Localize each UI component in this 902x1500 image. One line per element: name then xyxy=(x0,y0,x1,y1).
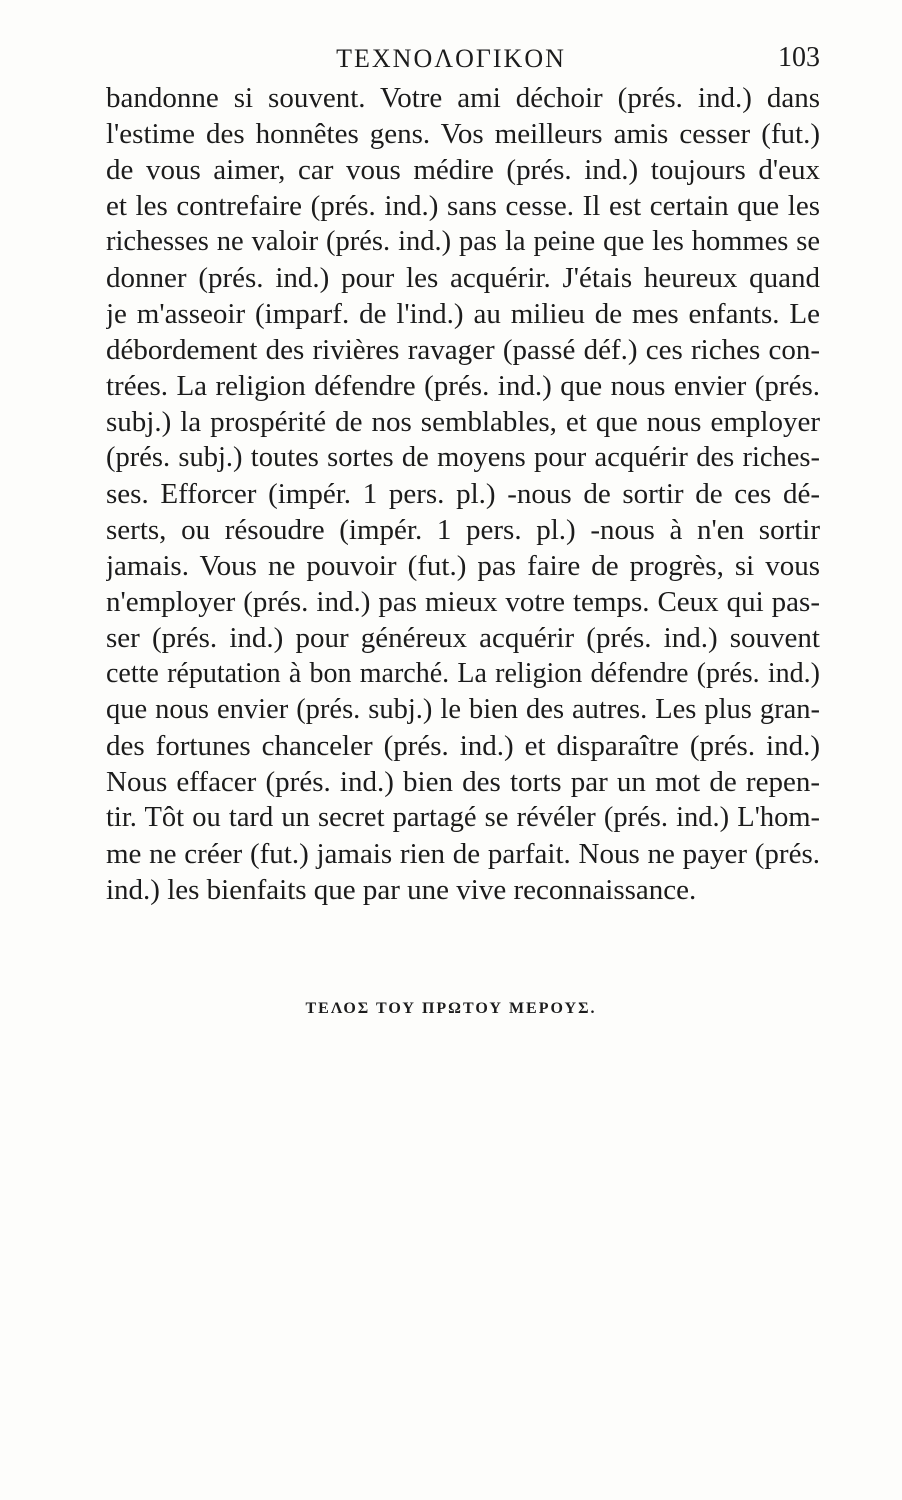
text-line: je m'asseoir (imparf. de l'ind.) au milieu de mes enfants. Le xyxy=(106,298,820,330)
text-line-last: ind.) les bienfaits que par une vive reconnaissance. xyxy=(106,874,697,906)
text-line: de vous aimer, car vous médire (prés. ind.) toujours d'eux xyxy=(106,154,820,186)
text-line: des fortunes chanceler (prés. ind.) et disparaître (prés. ind.) xyxy=(106,730,820,762)
text-line: tir. Tôt ou tard un secret partagé se révéler (prés. ind.) L'hom- xyxy=(106,802,820,833)
text-line: débordement des rivières ravager (passé déf.) ces riches con- xyxy=(106,334,820,366)
page-number: 103 xyxy=(778,42,820,73)
text-line: donner (prés. ind.) pour les acquérir. J'étais heureux quand xyxy=(106,262,820,294)
text-line: jamais. Vous ne pouvoir (fut.) pas faire de progrès, si vous xyxy=(106,550,820,582)
header-title: TEXNOΛOΓIKON xyxy=(336,44,566,73)
text-line: cette réputation à bon marché. La religion défendre (prés. ind.) xyxy=(106,658,820,689)
text-line: (prés. subj.) toutes sortes de moyens pour acquérir des riches- xyxy=(106,442,820,473)
text-line: Nous effacer (prés. ind.) bien des torts par un mot de repen- xyxy=(106,766,820,798)
text-line: ses. Efforcer (impér. 1 pers. pl.) -nous de sortir de ces dé- xyxy=(106,478,820,510)
text-line: et les contrefaire (prés. ind.) sans cesse. Il est certain que les xyxy=(106,190,820,222)
text-line: trées. La religion défendre (prés. ind.) que nous envier (prés. xyxy=(106,370,820,402)
text-line: richesses ne valoir (prés. ind.) pas la peine que les hommes se xyxy=(106,226,820,257)
text-line: bandonne si souvent. Votre ami déchoir (prés. ind.) dans xyxy=(106,82,820,114)
text-line: l'estime des honnêtes gens. Vos meilleurs amis cesser (fut.) xyxy=(106,118,820,150)
text-line: me ne créer (fut.) jamais rien de parfait. Nous ne payer (prés. xyxy=(106,838,820,870)
text-line: n'employer (prés. ind.) pas mieux votre temps. Ceux qui pas- xyxy=(106,586,820,618)
text-line: que nous envier (prés. subj.) le bien des autres. Les plus gran- xyxy=(106,694,820,725)
text-line: ser (prés. ind.) pour généreux acquérir (prés. ind.) souvent xyxy=(106,622,820,654)
end-of-part-note: ΤΕΛΟΣ ΤΟΥ ΠΡΩΤΟΥ ΜΕΡΟΥΣ. xyxy=(305,1000,597,1017)
text-line: subj.) la prospérité de nos semblables, et que nous employer xyxy=(106,406,820,438)
text-line: serts, ou résoudre (impér. 1 pers. pl.) -nous à n'en sortir xyxy=(106,514,820,546)
